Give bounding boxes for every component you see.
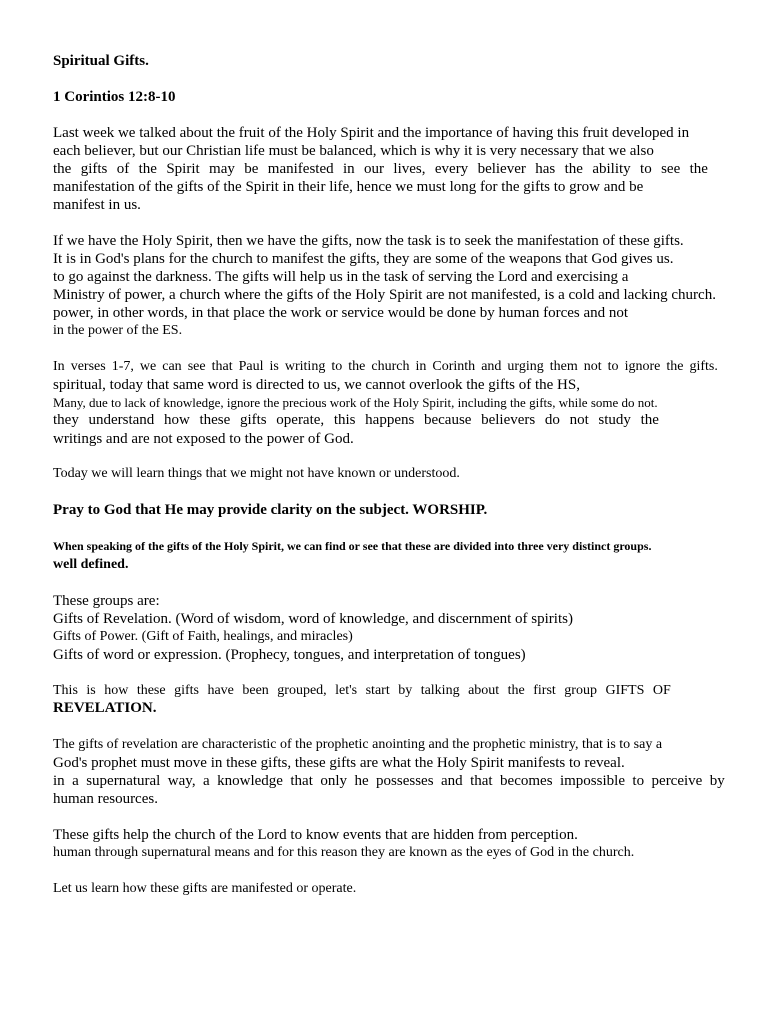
paragraph-7-line-2: human through supernatural means and for this reason they are known as the eyes of God in the church.	[53, 845, 635, 860]
word: not	[583, 359, 602, 374]
word: these	[199, 412, 231, 428]
paragraph-6-line-1: The gifts of revelation are characteristic of the prophetic anointing and the prophetic ministry, that is to say a	[53, 737, 663, 752]
closing-line: Let us learn how these gifts are manifested or operate.	[53, 881, 357, 896]
word: knowledge	[217, 773, 283, 789]
word: be	[244, 161, 259, 177]
word: the	[348, 359, 366, 374]
word: about	[468, 683, 500, 698]
paragraph-2-line-6: in the power of the ES.	[53, 323, 183, 338]
word: by	[709, 773, 725, 789]
word: of	[116, 161, 130, 177]
word: and	[441, 773, 463, 789]
word: by	[398, 683, 413, 698]
word: This	[53, 683, 78, 698]
paragraph-6-line-3	[53, 774, 725, 789]
word: the	[53, 161, 72, 177]
word: they	[53, 412, 79, 428]
paragraph-7-line-1: These gifts help the church of the Lord to know events that are hidden from perception.	[53, 827, 578, 843]
word: a	[72, 773, 79, 789]
word: becomes	[500, 773, 553, 789]
word: lives,	[393, 161, 426, 177]
word: not	[569, 412, 589, 428]
word: have	[207, 683, 234, 698]
word: we	[139, 359, 157, 374]
word: GIFTS	[605, 683, 645, 698]
word: manifested	[267, 161, 334, 177]
word: operate,	[276, 412, 325, 428]
word: the	[666, 359, 684, 374]
paragraph-2-line-3: to go against the darkness. The gifts will help us in the task of serving the Lord and exercising a	[53, 269, 629, 285]
word: gifts	[239, 412, 267, 428]
word: the	[564, 161, 583, 177]
paragraph-1-line-3	[53, 162, 708, 177]
paragraph-2-line-2: It is in God's plans for the church to manifest the gifts, they are some of the weapons that God gives us.	[53, 251, 674, 267]
paragraph-2-line-1: If we have the Holy Spirit, then we have the gifts, now the task is to seek the manifestation of these gifts.	[53, 233, 684, 249]
word: these	[136, 683, 166, 698]
word: to	[640, 161, 652, 177]
word: possesses	[376, 773, 434, 789]
word: because	[423, 412, 472, 428]
word: Paul	[238, 359, 264, 374]
paragraph-1-line-2: each believer, but our Christian life must be balanced, which is why it is very necessary that we also	[53, 143, 654, 159]
word: ability	[592, 161, 631, 177]
paragraph-3-line-3: Many, due to lack of knowledge, ignore the precious work of the Holy Spirit, including the gifts, while some do not.	[53, 395, 658, 410]
word: church	[371, 359, 410, 374]
word: in	[342, 161, 355, 177]
word: perceive	[651, 773, 703, 789]
word: to	[632, 773, 645, 789]
groups-intro-line-2: well defined.	[53, 557, 129, 572]
word: a	[203, 773, 210, 789]
word: only	[320, 773, 347, 789]
word: the	[507, 683, 525, 698]
paragraph-5-line-1	[53, 684, 671, 698]
word: 1-7,	[111, 359, 134, 374]
paragraph-4: Today we will learn things that we might not have known or understood.	[53, 466, 460, 481]
paragraph-6-line-2: God's prophet must move in these gifts, these gifts are what the Holy Spirit manifests to reveal.	[53, 755, 625, 771]
word: In	[53, 359, 65, 374]
groups-intro-line-1: When speaking of the gifts of the Holy Spirit, we can find or see that these are divided into three very distinct groups.	[53, 539, 652, 553]
groups-label: These groups are:	[53, 593, 160, 609]
word: been	[242, 683, 269, 698]
paragraph-1-line-5: manifest in us.	[53, 197, 141, 213]
word: can	[162, 359, 182, 374]
word: our	[364, 161, 385, 177]
word: in	[415, 359, 427, 374]
word: believer	[477, 161, 526, 177]
word: talking	[420, 683, 460, 698]
word: in	[53, 773, 65, 789]
word: may	[209, 161, 235, 177]
word: that	[211, 359, 233, 374]
word: he	[354, 773, 369, 789]
word: urging	[507, 359, 544, 374]
group-item-revelation: Gifts of Revelation. (Word of wisdom, word of knowledge, and discernment of spirits)	[53, 611, 573, 627]
word: grouped,	[277, 683, 327, 698]
word: Spirit	[166, 161, 200, 177]
word: ignore	[624, 359, 661, 374]
word: gifts	[80, 161, 108, 177]
word: OF	[652, 683, 671, 698]
paragraph-3-line-1	[53, 360, 718, 374]
word: has	[535, 161, 556, 177]
word: happens	[365, 412, 415, 428]
word: to	[331, 359, 343, 374]
word: first	[533, 683, 556, 698]
word: this	[333, 412, 356, 428]
word: is	[86, 683, 96, 698]
group-item-power: Gifts of Power. (Gift of Faith, healings, and miracles)	[53, 629, 353, 644]
word: gifts	[174, 683, 199, 698]
word: start	[365, 683, 390, 698]
word: way,	[167, 773, 196, 789]
paragraph-1-line-4: manifestation of the gifts of the Spirit in their life, hence we must long for the gifts to grow and be	[53, 179, 644, 195]
word: and	[481, 359, 502, 374]
word: see	[661, 161, 681, 177]
word: how	[104, 683, 129, 698]
word: verses	[70, 359, 106, 374]
word: is	[269, 359, 279, 374]
word: that	[470, 773, 493, 789]
word: to	[607, 359, 619, 374]
word: them	[549, 359, 578, 374]
paragraph-3-line-4	[53, 413, 659, 428]
document-title: Spiritual Gifts.	[53, 53, 149, 69]
word: writing	[284, 359, 326, 374]
word: let's	[335, 683, 358, 698]
word: Corinth	[432, 359, 476, 374]
word: that	[290, 773, 313, 789]
word: supernatural	[86, 773, 161, 789]
word: study	[598, 412, 631, 428]
group-item-word: Gifts of word or expression. (Prophecy, tongues, and interpretation of tongues)	[53, 647, 526, 663]
word: understand	[88, 412, 155, 428]
paragraph-2-line-5: power, in other words, in that place the work or service would be done by human forces and not	[53, 305, 629, 321]
paragraph-6-line-4: human resources.	[53, 791, 158, 807]
word: impossible	[559, 773, 625, 789]
word: see	[187, 359, 206, 374]
word: believers	[481, 412, 536, 428]
word: the	[640, 412, 659, 428]
paragraph-5-line-2: REVELATION.	[53, 700, 157, 716]
word: gifts.	[689, 359, 718, 374]
prayer-line: Pray to God that He may provide clarity on the subject. WORSHIP.	[53, 502, 488, 518]
word: group	[564, 683, 597, 698]
paragraph-3-line-5: writings and are not exposed to the power of God.	[53, 431, 354, 447]
scripture-reference: 1 Corintios 12:8-10	[53, 89, 176, 105]
word: every	[434, 161, 469, 177]
paragraph-3-line-2: spiritual, today that same word is directed to us, we cannot overlook the gifts of the HS,	[53, 377, 580, 393]
word: how	[163, 412, 190, 428]
word: do	[544, 412, 560, 428]
word: the	[138, 161, 157, 177]
paragraph-1-line-1: Last week we talked about the fruit of the Holy Spirit and the importance of having this fruit developed in	[53, 125, 690, 141]
paragraph-2-line-4: Ministry of power, a church where the gifts of the Holy Spirit are not manifested, is a cold and lacking church.	[53, 287, 716, 303]
word: the	[689, 161, 708, 177]
